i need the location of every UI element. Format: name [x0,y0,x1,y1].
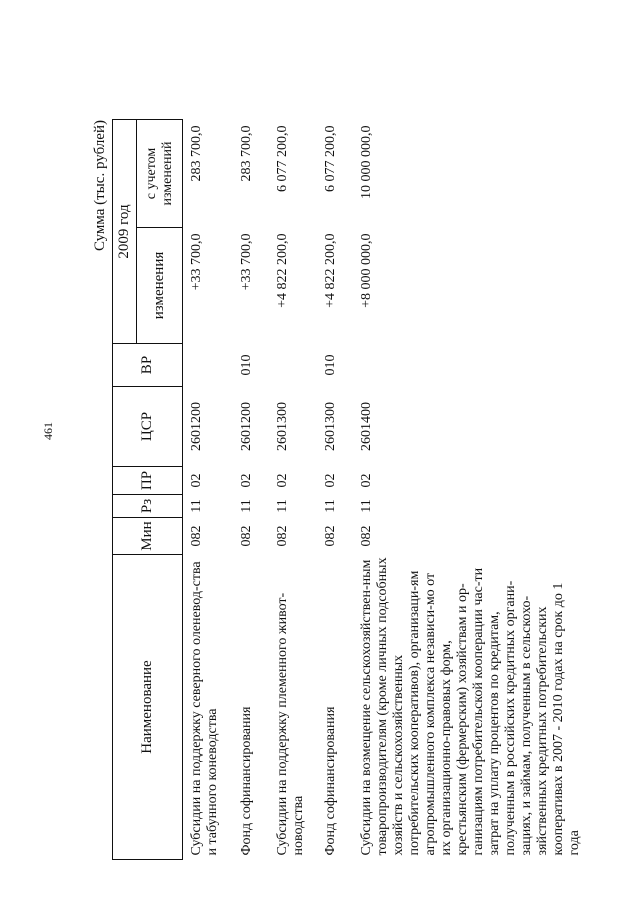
row-csr: 2601300 [323,402,338,451]
row-min: 082 [359,525,374,547]
row-total: 6 077 200,0 [275,125,290,192]
header-csr: ЦСР [113,387,183,467]
row-vr [183,344,234,387]
row-name: Субсидии на поддержку северного оленевод-ства и табунного коневодства [189,561,220,856]
budget-document [90,120,582,860]
row-total: 283 700,0 [239,125,254,182]
table-row [183,119,234,859]
table-row [317,119,353,859]
table-row [233,119,269,859]
row-pr: 02 [275,473,290,488]
budget-table [112,119,619,860]
row-csr: 2601400 [359,402,374,451]
header-vr: ВР [113,344,183,387]
row-total: 6 077 200,0 [323,125,338,192]
unit-caption: Сумма (тыс. рублей) [92,120,108,252]
header-min: Мин [113,518,183,555]
row-rz: 11 [189,499,204,513]
row-vr [269,344,317,387]
row-csr: 2601300 [275,402,290,451]
row-pr: 02 [323,473,338,488]
header-with-changes: с учетом изменений [137,119,183,227]
row-rz: 11 [323,499,338,513]
row-min: 082 [189,525,204,547]
header-changes: изменения [137,228,183,344]
row-min: 082 [275,525,290,547]
row-pr: 02 [189,473,204,488]
row-changes: +4 822 200,0 [323,233,338,308]
table-row [353,119,619,859]
row-name: Субсидии на возмещение сельскохозяйствен-ным товаропроизводителям (кроме личных подсобных хозяйств и сельскохозяйственных потребительских кооперативов), организаци-ям агропромышленного комплекса независи-мо от их организационно-правовых форм, крестьянским (фермерским) хозяйствам и ор-ганизациям потребительской кооперации час-ти затрат на уплату процентов по кредитам, полученным в российских кредитных органи-зациях, и займам, полученным в сельскохо-зяйственных кредитных потребительских кооперативах в 2007 - 2010 годах на срок до 1 года [359,557,582,856]
row-rz: 11 [239,499,254,513]
row-rz: 11 [359,499,374,513]
row-changes: +4 822 200,0 [275,233,290,308]
row-changes: +33 700,0 [239,233,254,291]
row-pr: 02 [239,473,254,488]
row-min: 082 [323,525,338,547]
row-vr: 010 [323,354,338,376]
header-pr: ПР [113,467,183,495]
header-name: Наименование [113,555,183,860]
row-vr [353,344,619,387]
row-changes: +8 000 000,0 [359,233,374,308]
row-total: 10 000 000,0 [359,125,374,199]
row-total: 283 700,0 [189,125,204,182]
row-csr: 2601200 [239,402,254,451]
row-name: Субсидии на поддержку племенного живот-новодства [275,592,306,856]
row-vr: 010 [239,354,254,376]
header-rz: Рз [113,495,183,518]
row-rz: 11 [275,499,290,513]
row-name: Фонд софинансирования [239,706,254,856]
row-min: 082 [239,525,254,547]
row-csr: 2601200 [189,402,204,451]
page-number: 461 [41,422,55,440]
row-name: Фонд софинансирования [323,706,338,856]
header-year: 2009 год [113,119,137,343]
row-pr: 02 [359,473,374,488]
table-row [269,119,317,859]
row-changes: +33 700,0 [189,233,204,291]
